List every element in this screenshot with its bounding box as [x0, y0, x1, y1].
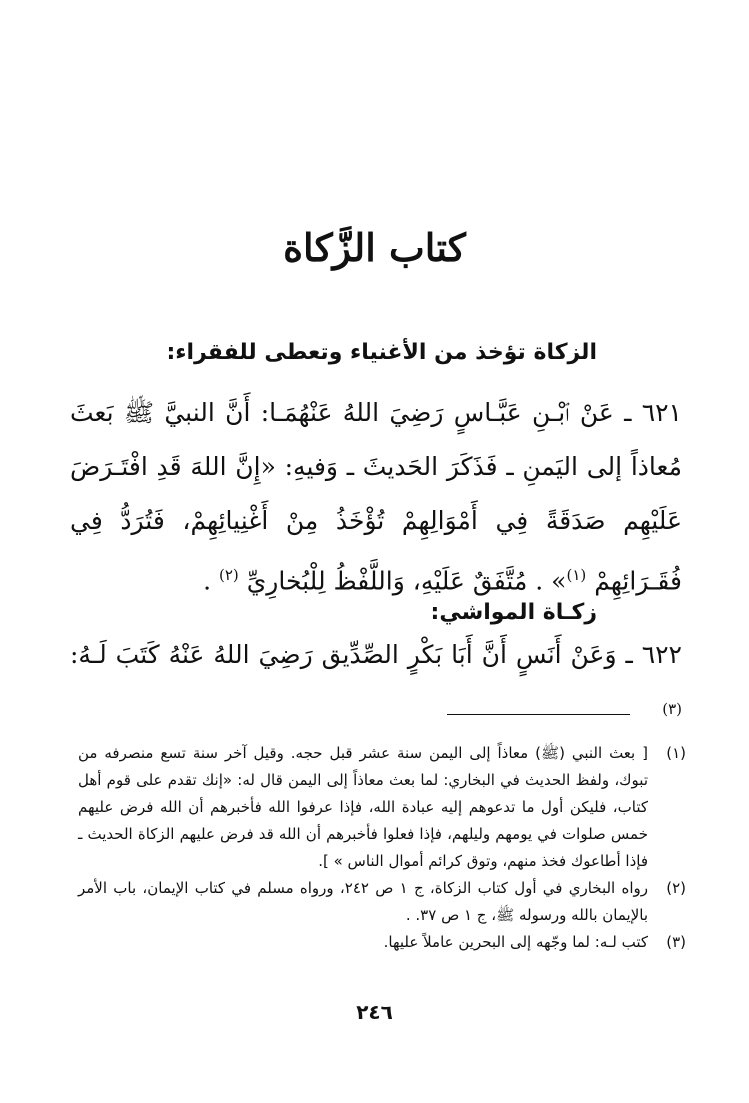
footnote-1: [78, 740, 686, 875]
hadith-622: [70, 628, 682, 742]
hadith-621-text: ٦٢١ ـ عَنْ ٱبْـنِ عَبَّـاسٍ رَضِيَ اللهُ عَنْهُمَـا: أَنَّ النبيَّ ﷺ بَعثَ مُعاذاً إلى اليَمنِ ـ فَذَكَرَ الحَديثَ ـ وَفيهِ: «إِنَّ اللهَ قَدِ افْتَـرَضَ عَلَيْهِم صَدَقَةً فِي أَمْوَالِهِمْ تُؤْخَذُ مِنْ أَغْنِيائِهِمْ، فَتُرَدُّ فِي فُقَـرَائِهِمْ: [70, 398, 682, 596]
footnote-separator: [447, 714, 630, 715]
section-heading-livestock-zakat: زكـاة المواشي:: [430, 600, 597, 625]
hadith-621-end-mark: .: [203, 566, 212, 596]
book-title: كتاب الزَّكاة: [283, 225, 466, 270]
page-number: ٢٤٦: [356, 1000, 393, 1024]
hadith-621-tail: » . مُتَّفَقٌ عَلَيْهِ، وَاللَّفْظُ لِلْبُخارِيِّ: [246, 566, 567, 596]
hadith-622-text: ٦٢٢ ـ وَعَنْ أَنَسٍ أَنَّ أَبَا بَكْرٍ الصِّدِّيق رَضِيَ اللهُ عَنْهُ كَتَبَ لَـهُ:: [70, 640, 682, 669]
footnote-text: رواه البخاري في أول كتاب الزكاة، ج ١ ص ٢٤٢، ورواه مسلم في كتاب الإيمان، باب الأمر بالإيمان بالله ورسوله ﷺ، ج ١ ص ٣٧. .: [78, 879, 648, 924]
footnote-ref-2: (٢): [219, 566, 239, 584]
hadith-621: [70, 386, 682, 608]
footnote-number: (١): [666, 744, 686, 762]
section-heading-zakat-rich-poor: الزكاة تؤخذ من الأغنياء وتعطى للفقراء:: [166, 340, 597, 365]
footnote-2: [78, 875, 686, 929]
footnotes: [78, 740, 686, 956]
footnote-3: [78, 929, 686, 956]
footnote-text: [ بعث النبي (ﷺ) معاذاً إلى اليمن سنة عشر قبل حجه. وقيل آخر سنة تسع منصرفه من تبوك، ولفظ الحديث في البخاري: لما بعث معاذاً إلى اليمن قال له: «إنك تقدم على قوم أهل كتاب، فليكن أول ما تدعوهم إليه عبادة الله، فإذا عرفوا الله فأخبرهم أن الله فرض عليهم خمس صلوات في يومهم وليلهم، فإذا فعلوا فأخبرهم أن الله قد فرض عليهم الزكاة الحديث ـ فإذا أطاعوك فخذ منهم، وتوق كرائم أموال الناس » ].: [78, 744, 648, 870]
footnote-text: كتب لـه: لما وجّهه إلى البحرين عاملاً عليها.: [383, 933, 648, 951]
footnote-number: (٣): [666, 933, 686, 951]
footnote-ref-3: (٣): [662, 700, 682, 718]
footnote-number: (٢): [666, 879, 686, 897]
footnote-ref-1: (١): [566, 566, 587, 584]
